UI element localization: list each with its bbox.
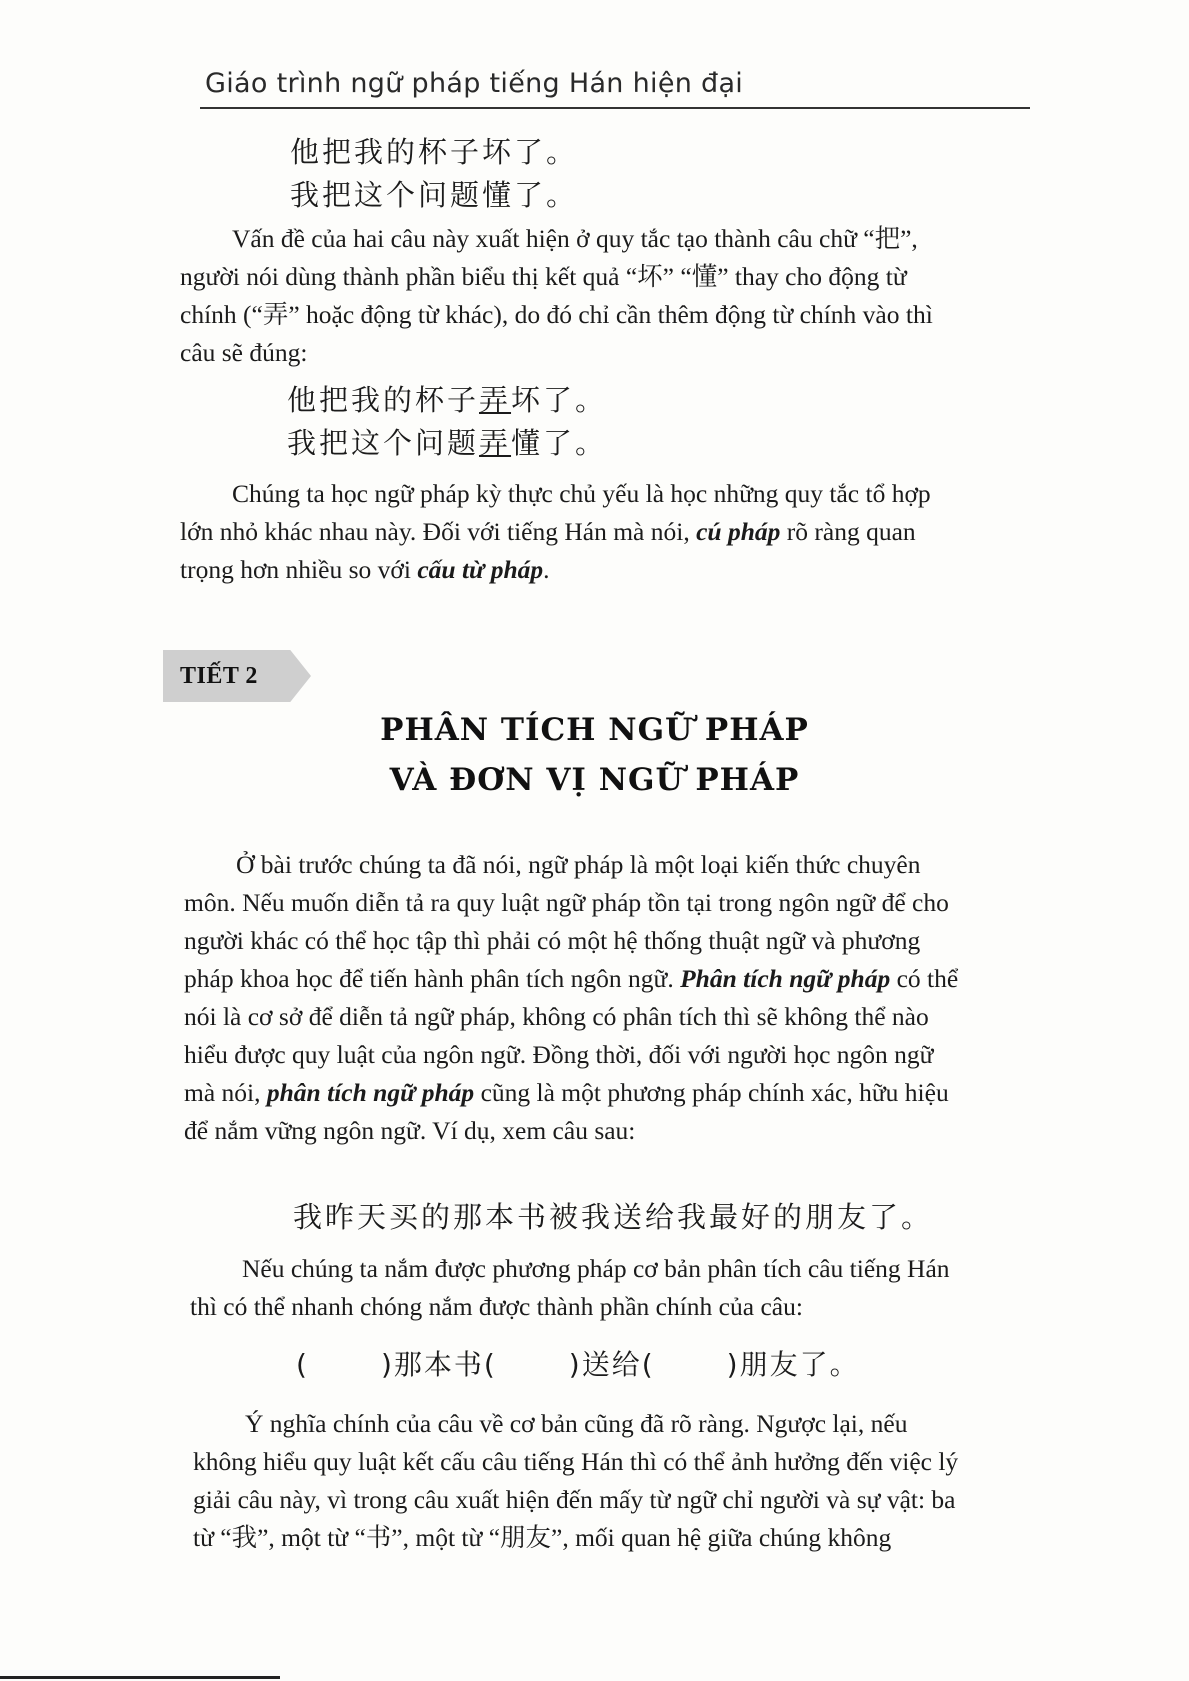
gap-part: )朋友了。 <box>726 1348 860 1381</box>
running-header: Giáo trình ngữ pháp tiếng Hán hiện đại <box>205 68 744 99</box>
paragraph-line: không hiểu quy luật kết cấu câu tiếng Hán thì có thể ảnh hưởng đến việc lý <box>193 1447 959 1476</box>
paragraph-line: Ý nghĩa chính của câu về cơ bản cũng đã rõ ràng. Ngược lại, nếu <box>245 1409 908 1438</box>
paragraph-1 <box>180 220 1030 372</box>
paragraph-line: chính (“弄” hoặc động từ khác), do đó chỉ cần thêm động từ chính vào thì <box>180 300 933 329</box>
text-run: trọng hơn nhiều so với <box>180 555 418 584</box>
paragraph-line: Chúng ta học ngữ pháp kỳ thực chủ yếu là học những quy tắc tổ hợp <box>232 479 931 508</box>
example-right-1 <box>287 378 607 419</box>
section-tag-label: TIẾT 2 <box>180 663 258 689</box>
text-run: lớn nhỏ khác nhau này. Đối với tiếng Hán mà nói, <box>180 517 697 546</box>
term-cu-phap: cú pháp <box>696 517 781 546</box>
paragraph-line <box>184 960 1034 998</box>
example-wrong-2: 我把这个问题懂了。 <box>290 178 579 212</box>
paragraph-line: hiểu được quy luật của ngôn ngữ. Đồng thời, đối với người học ngôn ngữ <box>184 1040 934 1069</box>
paragraph-line: Nếu chúng ta nắm được phương pháp cơ bản phân tích câu tiếng Hán <box>242 1254 950 1283</box>
text-run: mà nói, <box>184 1078 267 1107</box>
text-run: . <box>543 555 550 584</box>
paragraph-line: từ “我”, một từ “书”, một từ “朋友”, mối quan hệ giữa chúng không <box>193 1523 892 1552</box>
gap-example <box>296 1343 860 1383</box>
term-phan-tich-ngu-phap: phân tích ngữ pháp <box>266 1078 475 1107</box>
paragraph-5 <box>193 1405 1043 1557</box>
example-part: 我把这个问题 <box>287 426 480 460</box>
section-title-line-1: PHÂN TÍCH NGỮ PHÁP <box>380 712 809 748</box>
paragraph-2 <box>180 475 1030 589</box>
paragraph-line <box>184 1074 1034 1112</box>
gap-part: )送给( <box>568 1348 655 1381</box>
gap-part: )那本书( <box>380 1348 497 1381</box>
paragraph-line: thì có thể nhanh chóng nắm được thành phần chính của câu: <box>190 1292 803 1321</box>
paragraph-3 <box>184 846 1034 1150</box>
footer-rule <box>0 1676 280 1679</box>
paragraph-line: môn. Nếu muốn diễn tả ra quy luật ngữ pháp tồn tại trong ngôn ngữ để cho <box>184 888 949 917</box>
example-part: 他把我的杯子 <box>287 383 480 417</box>
example-long: 我昨天买的那本书被我送给我最好的朋友了。 <box>293 1200 934 1234</box>
term-cau-tu-phap: cấu từ pháp <box>417 555 544 584</box>
paragraph-line: nói là cơ sở để diễn tả ngữ pháp, không có phân tích thì sẽ không thể nào <box>184 1002 929 1031</box>
text-run: rõ ràng quan <box>780 517 916 546</box>
paragraph-line <box>180 513 1030 551</box>
text-run: cũng là một phương pháp chính xác, hữu hiệu <box>474 1078 949 1107</box>
paragraph-4 <box>190 1250 1040 1326</box>
paragraph-line: Ở bài trước chúng ta đã nói, ngữ pháp là một loại kiến thức chuyên <box>236 850 921 879</box>
example-wrong-1: 他把我的杯子坏了。 <box>290 135 579 169</box>
example-part: 懂了。 <box>511 426 608 460</box>
paragraph-line: câu sẽ đúng: <box>180 338 308 367</box>
term-phan-tich-ngu-phap: Phân tích ngữ pháp <box>680 964 891 993</box>
text-run: pháp khoa học để tiến hành phân tích ngôn ngữ. <box>184 964 681 993</box>
example-right-2 <box>287 421 607 462</box>
text-run: có thể <box>890 964 959 993</box>
gap-part: ( <box>296 1348 309 1381</box>
section-title-line-2: VÀ ĐƠN VỊ NGỮ PHÁP <box>389 762 800 798</box>
paragraph-line: người khác có thể học tập thì phải có một hệ thống thuật ngữ và phương <box>184 926 921 955</box>
paragraph-line: người nói dùng thành phần biểu thị kết quả “坏” “懂” thay cho động từ <box>180 262 907 291</box>
paragraph-line: Vấn đề của hai câu này xuất hiện ở quy tắc tạo thành câu chữ “把”, <box>232 224 918 253</box>
paragraph-line: giải câu này, vì trong câu xuất hiện đến mấy từ ngữ chỉ người và sự vật: ba <box>193 1485 956 1514</box>
paragraph-line <box>180 551 1030 589</box>
added-verb: 弄 <box>479 426 512 460</box>
added-verb: 弄 <box>479 383 512 417</box>
example-part: 坏了。 <box>511 383 608 417</box>
header-rule <box>200 107 1030 109</box>
paragraph-line: để nắm vững ngôn ngữ. Ví dụ, xem câu sau: <box>184 1116 636 1145</box>
